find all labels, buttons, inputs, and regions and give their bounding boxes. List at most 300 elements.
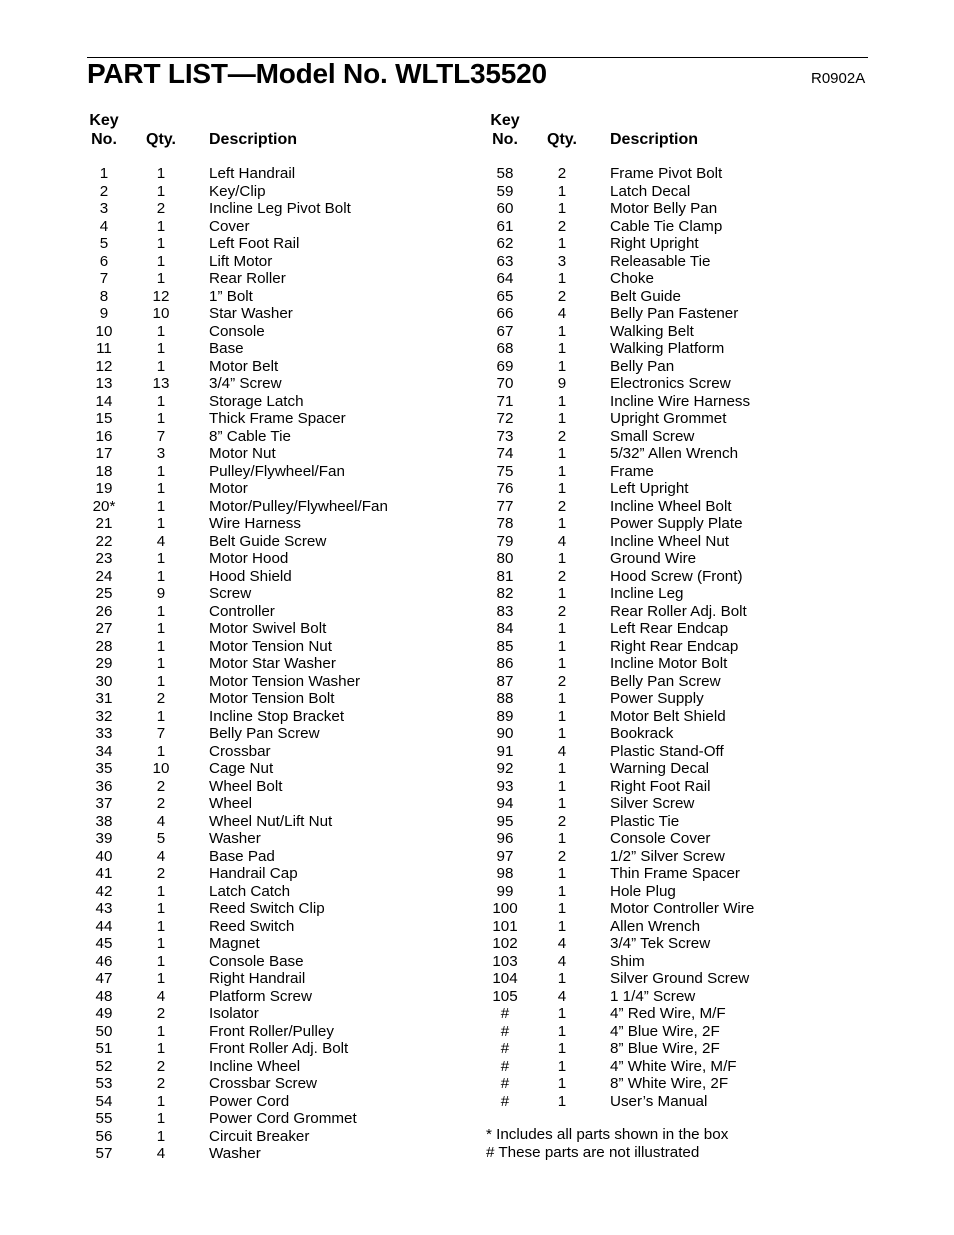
qty-cell: 4 bbox=[557, 305, 567, 322]
key-cell: 14 bbox=[95, 392, 113, 410]
qty-cell: 1 bbox=[156, 235, 166, 252]
qty-cell: 1 bbox=[557, 1092, 567, 1110]
key-cell: 103 bbox=[492, 952, 518, 970]
key-cell: 21 bbox=[95, 515, 113, 532]
qty-cell: 1 bbox=[557, 235, 567, 252]
key-cell: 69 bbox=[496, 357, 514, 375]
description-cell: Reed Switch Clip bbox=[209, 900, 325, 917]
key-cell: 16 bbox=[95, 427, 113, 445]
key-cell: 17 bbox=[95, 445, 113, 462]
description-cell: Motor Belt Shield bbox=[610, 707, 726, 725]
qty-cell: 4 bbox=[156, 812, 166, 830]
qty-cell: 2 bbox=[557, 567, 567, 585]
description-cell: 4” White Wire, M/F bbox=[610, 1057, 737, 1075]
qty-cell: 1 bbox=[156, 935, 166, 952]
qty-cell: 2 bbox=[557, 497, 567, 515]
qty-cell: 5 bbox=[156, 830, 166, 847]
key-header-line1: Key bbox=[89, 112, 119, 129]
key-cell: 24 bbox=[95, 567, 113, 585]
qty-cell: 1 bbox=[557, 690, 567, 707]
qty-cell: 1 bbox=[156, 882, 166, 900]
description-cell: Plastic Tie bbox=[610, 812, 680, 830]
qty-cell: 2 bbox=[156, 200, 166, 217]
qty-cell: 7 bbox=[156, 427, 166, 445]
qty-cell: 2 bbox=[156, 1057, 166, 1075]
qty-cell: 1 bbox=[557, 462, 567, 480]
key-cell: 101 bbox=[492, 917, 518, 935]
qty-cell: 1 bbox=[557, 882, 567, 900]
description-cell: Washer bbox=[209, 1145, 261, 1162]
description-cell: Base Pad bbox=[209, 847, 275, 865]
qty-cell: 1 bbox=[557, 970, 567, 987]
description-cell: Left Upright bbox=[610, 480, 689, 497]
key-cell: 23 bbox=[95, 550, 113, 567]
key-cell: 82 bbox=[496, 585, 514, 602]
key-cell: 47 bbox=[95, 970, 113, 987]
qty-cell: 2 bbox=[156, 690, 166, 707]
description-cell: Hood Shield bbox=[209, 567, 292, 585]
qty-cell: 4 bbox=[557, 742, 567, 760]
key-header-line2: No. bbox=[492, 131, 518, 148]
qty-cell: 1 bbox=[557, 1075, 567, 1092]
qty-cell: 1 bbox=[557, 865, 567, 882]
description-cell: Walking Belt bbox=[610, 322, 694, 340]
qty-cell: 3 bbox=[557, 252, 567, 270]
qty-cell: 4 bbox=[156, 532, 166, 550]
description-cell: Motor Tension Bolt bbox=[209, 690, 335, 707]
key-cell: 60 bbox=[496, 200, 514, 217]
key-cell: 100 bbox=[492, 900, 518, 917]
key-cell: 25 bbox=[95, 585, 113, 602]
key-cell: 8 bbox=[99, 287, 109, 305]
description-cell: Left Rear Endcap bbox=[610, 620, 729, 637]
description-cell: Magnet bbox=[209, 935, 260, 952]
qty-cell: 7 bbox=[156, 725, 166, 742]
qty-cell: 1 bbox=[156, 1022, 166, 1040]
qty-cell: 1 bbox=[557, 392, 567, 410]
qty-cell: 1 bbox=[557, 1040, 567, 1057]
qty-cell: 1 bbox=[156, 357, 166, 375]
key-cell: 96 bbox=[496, 830, 514, 847]
qty-cell: 4 bbox=[557, 532, 567, 550]
description-cell: Ground Wire bbox=[610, 550, 697, 567]
key-cell: 33 bbox=[95, 725, 113, 742]
description-cell: Motor Tension Nut bbox=[209, 637, 332, 655]
description-cell: Incline Wheel bbox=[209, 1057, 301, 1075]
key-cell: 31 bbox=[95, 690, 113, 707]
description-cell: Wire Harness bbox=[209, 515, 301, 532]
description-cell: Lift Motor bbox=[209, 252, 273, 270]
description-cell: Crossbar bbox=[209, 742, 271, 760]
description-cell: Belly Pan Fastener bbox=[610, 305, 739, 322]
key-cell: 64 bbox=[496, 270, 514, 287]
description-cell: Choke bbox=[610, 270, 654, 287]
key-cell: 90 bbox=[496, 725, 514, 742]
description-cell: Belt Guide bbox=[610, 287, 681, 305]
key-cell: 40 bbox=[95, 847, 113, 865]
key-cell: 79 bbox=[496, 532, 514, 550]
key-header-line1: Key bbox=[490, 112, 520, 129]
key-cell: 67 bbox=[496, 322, 514, 340]
key-cell: 86 bbox=[496, 655, 514, 672]
key-cell: 26 bbox=[95, 602, 113, 620]
description-cell: Belt Guide Screw bbox=[209, 532, 327, 550]
description-cell: Circuit Breaker bbox=[209, 1127, 310, 1145]
key-cell: 30 bbox=[95, 672, 113, 690]
page-title: PART LIST—Model No. WLTL35520 bbox=[87, 58, 547, 89]
key-cell: 44 bbox=[95, 917, 113, 935]
qty-cell: 1 bbox=[557, 900, 567, 917]
description-cell: Front Roller/Pulley bbox=[209, 1022, 334, 1040]
qty-cell: 2 bbox=[156, 865, 166, 882]
qty-cell: 1 bbox=[156, 742, 166, 760]
description-cell: Motor Hood bbox=[209, 550, 289, 567]
description-cell: Latch Catch bbox=[209, 882, 291, 900]
key-cell: 89 bbox=[496, 707, 514, 725]
description-cell: User’s Manual bbox=[610, 1092, 708, 1110]
key-cell: 68 bbox=[496, 340, 514, 357]
qty-cell: 1 bbox=[156, 392, 166, 410]
key-cell: 9 bbox=[99, 305, 109, 322]
description-cell: Motor Star Washer bbox=[209, 655, 336, 672]
key-cell: 37 bbox=[95, 795, 113, 812]
qty-cell: 1 bbox=[156, 655, 166, 672]
description-cell: Base bbox=[209, 340, 244, 357]
key-cell: # bbox=[500, 1040, 510, 1057]
key-cell: 10 bbox=[95, 322, 113, 340]
description-cell: Incline Stop Bracket bbox=[209, 707, 345, 725]
qty-cell: 1 bbox=[557, 707, 567, 725]
qty-cell: 10 bbox=[152, 760, 170, 777]
qty-cell: 2 bbox=[557, 217, 567, 235]
description-cell: Pulley/Flywheel/Fan bbox=[209, 462, 345, 480]
qty-cell: 2 bbox=[156, 1075, 166, 1092]
key-cell: 52 bbox=[95, 1057, 113, 1075]
qty-cell: 1 bbox=[156, 165, 166, 182]
description-cell: Bookrack bbox=[610, 725, 674, 742]
key-cell: 20* bbox=[92, 497, 116, 515]
qty-cell: 1 bbox=[557, 270, 567, 287]
description-cell: Motor Belly Pan bbox=[610, 200, 718, 217]
key-cell: 39 bbox=[95, 830, 113, 847]
description-cell: Cover bbox=[209, 217, 250, 235]
description-cell: Frame bbox=[610, 462, 654, 480]
qty-cell: 1 bbox=[557, 322, 567, 340]
description-cell: Console Cover bbox=[610, 830, 711, 847]
qty-cell: 1 bbox=[557, 445, 567, 462]
description-cell: Walking Platform bbox=[610, 340, 725, 357]
description-cell: 4” Blue Wire, 2F bbox=[610, 1022, 720, 1040]
description-cell: 8” Cable Tie bbox=[209, 427, 291, 445]
qty-header: Qty. bbox=[547, 131, 577, 148]
description-cell: Power Supply bbox=[610, 690, 704, 707]
key-cell: 27 bbox=[95, 620, 113, 637]
key-cell: 53 bbox=[95, 1075, 113, 1092]
key-cell: 84 bbox=[496, 620, 514, 637]
key-cell: 104 bbox=[492, 970, 518, 987]
description-cell: Right Rear Endcap bbox=[610, 637, 739, 655]
qty-cell: 2 bbox=[557, 812, 567, 830]
key-cell: 15 bbox=[95, 410, 113, 427]
description-cell: Belly Pan bbox=[610, 357, 675, 375]
qty-cell: 1 bbox=[557, 655, 567, 672]
key-cell: 97 bbox=[496, 847, 514, 865]
description-header: Description bbox=[610, 131, 699, 148]
description-cell: Plastic Stand-Off bbox=[610, 742, 724, 760]
qty-cell: 2 bbox=[557, 672, 567, 690]
key-cell: # bbox=[500, 1057, 510, 1075]
description-cell: 3/4” Tek Screw bbox=[610, 935, 711, 952]
key-cell: 76 bbox=[496, 480, 514, 497]
key-cell: 11 bbox=[96, 340, 112, 357]
key-cell: # bbox=[500, 1092, 510, 1110]
qty-cell: 2 bbox=[156, 795, 166, 812]
description-cell: Cable Tie Clamp bbox=[610, 217, 723, 235]
qty-cell: 9 bbox=[557, 375, 567, 392]
description-cell: Belly Pan Screw bbox=[610, 672, 721, 690]
key-cell: 71 bbox=[496, 392, 514, 410]
qty-cell: 1 bbox=[156, 515, 166, 532]
description-cell: 8” White Wire, 2F bbox=[610, 1075, 729, 1092]
key-cell: # bbox=[500, 1022, 510, 1040]
qty-cell: 1 bbox=[557, 515, 567, 532]
description-cell: Right Foot Rail bbox=[610, 777, 711, 795]
key-cell: 22 bbox=[95, 532, 113, 550]
qty-cell: 2 bbox=[557, 602, 567, 620]
key-cell: 72 bbox=[496, 410, 514, 427]
description-cell: Allen Wrench bbox=[610, 917, 701, 935]
key-header-line2: No. bbox=[91, 131, 117, 148]
key-cell: 95 bbox=[496, 812, 514, 830]
qty-cell: 4 bbox=[557, 987, 567, 1005]
key-cell: 66 bbox=[496, 305, 514, 322]
description-cell: Thin Frame Spacer bbox=[610, 865, 740, 882]
key-cell: 94 bbox=[496, 795, 514, 812]
description-cell: Silver Ground Screw bbox=[610, 970, 750, 987]
qty-cell: 1 bbox=[557, 917, 567, 935]
key-cell: 12 bbox=[95, 357, 113, 375]
key-cell: 98 bbox=[496, 865, 514, 882]
key-cell: 81 bbox=[496, 567, 514, 585]
qty-cell: 1 bbox=[156, 550, 166, 567]
description-cell: Handrail Cap bbox=[209, 865, 298, 882]
description-cell: Reed Switch bbox=[209, 917, 295, 935]
qty-cell: 1 bbox=[156, 217, 166, 235]
qty-cell: 1 bbox=[156, 1127, 166, 1145]
description-cell: Wheel Bolt bbox=[209, 777, 283, 795]
qty-cell: 1 bbox=[557, 357, 567, 375]
key-cell: 78 bbox=[496, 515, 514, 532]
description-cell: Warning Decal bbox=[610, 760, 710, 777]
qty-cell: 9 bbox=[156, 585, 166, 602]
key-cell: 77 bbox=[496, 497, 514, 515]
qty-cell: 1 bbox=[557, 777, 567, 795]
key-cell: 6 bbox=[99, 252, 109, 270]
key-cell: 70 bbox=[496, 375, 514, 392]
qty-cell: 4 bbox=[156, 1145, 166, 1162]
key-cell: # bbox=[500, 1005, 510, 1022]
description-cell: Wheel Nut/Lift Nut bbox=[209, 812, 333, 830]
description-cell: Screw bbox=[209, 585, 252, 602]
description-cell: 8” Blue Wire, 2F bbox=[610, 1040, 720, 1057]
qty-cell: 1 bbox=[557, 725, 567, 742]
key-cell: 51 bbox=[95, 1040, 113, 1057]
qty-cell: 4 bbox=[156, 987, 166, 1005]
description-cell: 3/4” Screw bbox=[209, 375, 282, 392]
qty-cell: 1 bbox=[557, 795, 567, 812]
key-cell: 35 bbox=[95, 760, 113, 777]
description-cell: Washer bbox=[209, 830, 261, 847]
description-cell: Electronics Screw bbox=[610, 375, 731, 392]
description-cell: Left Foot Rail bbox=[209, 235, 300, 252]
qty-cell: 1 bbox=[156, 480, 166, 497]
qty-cell: 1 bbox=[156, 1040, 166, 1057]
key-cell: 65 bbox=[496, 287, 514, 305]
description-cell: Right Upright bbox=[610, 235, 699, 252]
qty-cell: 1 bbox=[156, 952, 166, 970]
key-cell: 75 bbox=[496, 462, 514, 480]
qty-cell: 2 bbox=[156, 1005, 166, 1022]
description-header: Description bbox=[209, 131, 298, 148]
qty-cell: 2 bbox=[557, 287, 567, 305]
description-cell: Isolator bbox=[209, 1005, 259, 1022]
key-cell: 55 bbox=[95, 1110, 113, 1127]
qty-cell: 1 bbox=[156, 620, 166, 637]
description-cell: Incline Leg Pivot Bolt bbox=[209, 200, 351, 217]
qty-cell: 1 bbox=[156, 1110, 166, 1127]
key-cell: 102 bbox=[492, 935, 518, 952]
description-cell: Power Supply Plate bbox=[610, 515, 743, 532]
key-cell: 54 bbox=[95, 1092, 113, 1110]
description-cell: Cage Nut bbox=[209, 760, 274, 777]
key-cell: 87 bbox=[496, 672, 514, 690]
qty-cell: 1 bbox=[156, 497, 166, 515]
key-cell: 2 bbox=[99, 182, 109, 200]
description-cell: Console Base bbox=[209, 952, 304, 970]
key-cell: 45 bbox=[95, 935, 113, 952]
qty-cell: 1 bbox=[156, 322, 166, 340]
description-cell: Incline Leg bbox=[610, 585, 684, 602]
footnote-not-illustrated: # These parts are not illustrated bbox=[486, 1144, 700, 1161]
key-cell: 59 bbox=[496, 182, 514, 200]
key-cell: 85 bbox=[496, 637, 514, 655]
key-cell: 18 bbox=[95, 462, 113, 480]
key-cell: 41 bbox=[95, 865, 113, 882]
qty-cell: 10 bbox=[152, 305, 170, 322]
qty-cell: 13 bbox=[152, 375, 170, 392]
key-cell: 105 bbox=[492, 987, 518, 1005]
qty-cell: 1 bbox=[557, 760, 567, 777]
key-cell: 58 bbox=[496, 165, 514, 182]
qty-cell: 1 bbox=[557, 1057, 567, 1075]
key-cell: 34 bbox=[95, 742, 113, 760]
key-cell: 80 bbox=[496, 550, 514, 567]
qty-cell: 2 bbox=[557, 165, 567, 182]
qty-cell: 1 bbox=[557, 585, 567, 602]
description-cell: Small Screw bbox=[610, 427, 695, 445]
description-cell: Incline Wheel Bolt bbox=[610, 497, 732, 515]
description-cell: 5/32” Allen Wrench bbox=[610, 445, 739, 462]
qty-cell: 1 bbox=[557, 200, 567, 217]
qty-cell: 1 bbox=[156, 567, 166, 585]
qty-cell: 1 bbox=[557, 830, 567, 847]
description-cell: Power Cord bbox=[209, 1092, 290, 1110]
key-cell: 42 bbox=[95, 882, 113, 900]
qty-cell: 1 bbox=[156, 900, 166, 917]
description-cell: Hole Plug bbox=[610, 882, 676, 900]
key-cell: 7 bbox=[99, 270, 109, 287]
qty-cell: 1 bbox=[156, 672, 166, 690]
qty-cell: 1 bbox=[557, 1022, 567, 1040]
qty-cell: 1 bbox=[557, 550, 567, 567]
description-cell: Console bbox=[209, 322, 265, 340]
key-cell: 56 bbox=[95, 1127, 113, 1145]
qty-cell: 2 bbox=[557, 847, 567, 865]
description-cell: Frame Pivot Bolt bbox=[610, 165, 723, 182]
qty-cell: 1 bbox=[557, 620, 567, 637]
qty-cell: 1 bbox=[557, 410, 567, 427]
footnotes bbox=[486, 1126, 728, 1162]
key-cell: 61 bbox=[496, 217, 514, 235]
description-cell: Motor Tension Washer bbox=[209, 672, 361, 690]
description-cell: Controller bbox=[209, 602, 275, 620]
description-cell: Upright Grommet bbox=[610, 410, 727, 427]
description-cell: Motor Nut bbox=[209, 445, 276, 462]
description-cell: Star Washer bbox=[209, 305, 293, 322]
document-code: R0902A bbox=[811, 70, 866, 87]
description-cell: Incline Wheel Nut bbox=[610, 532, 730, 550]
key-cell: 43 bbox=[95, 900, 113, 917]
key-cell: 62 bbox=[496, 235, 514, 252]
key-cell: 38 bbox=[95, 812, 113, 830]
description-cell: Motor Swivel Bolt bbox=[209, 620, 327, 637]
footnote-included: * Includes all parts shown in the box bbox=[486, 1126, 729, 1143]
qty-cell: 2 bbox=[557, 427, 567, 445]
description-cell: Power Cord Grommet bbox=[209, 1110, 357, 1127]
description-cell: 1 1/4” Screw bbox=[610, 987, 696, 1005]
qty-cell: 4 bbox=[557, 952, 567, 970]
description-cell: Front Roller Adj. Bolt bbox=[209, 1040, 349, 1057]
description-cell: Hood Screw (Front) bbox=[610, 567, 743, 585]
description-cell: Wheel bbox=[209, 795, 253, 812]
key-cell: 3 bbox=[99, 200, 109, 217]
description-cell: Rear Roller bbox=[209, 270, 286, 287]
qty-cell: 3 bbox=[156, 445, 166, 462]
description-cell: Thick Frame Spacer bbox=[209, 410, 346, 427]
description-cell: Motor Controller Wire bbox=[610, 900, 755, 917]
key-cell: 4 bbox=[99, 217, 109, 235]
qty-cell: 4 bbox=[557, 935, 567, 952]
description-cell: 1” Bolt bbox=[209, 287, 253, 305]
description-cell: 1/2” Silver Screw bbox=[610, 847, 725, 865]
qty-cell: 1 bbox=[156, 410, 166, 427]
qty-cell: 1 bbox=[557, 340, 567, 357]
key-cell: # bbox=[500, 1075, 510, 1092]
qty-cell: 1 bbox=[156, 462, 166, 480]
description-cell: Storage Latch bbox=[209, 392, 304, 410]
description-cell: Rear Roller Adj. Bolt bbox=[610, 602, 747, 620]
key-cell: 19 bbox=[95, 480, 113, 497]
qty-cell: 1 bbox=[156, 1092, 166, 1110]
description-cell: Incline Wire Harness bbox=[610, 392, 751, 410]
key-cell: 48 bbox=[95, 987, 113, 1005]
key-cell: 49 bbox=[95, 1005, 113, 1022]
description-cell: Motor Belt bbox=[209, 357, 279, 375]
key-cell: 91 bbox=[496, 742, 514, 760]
qty-cell: 1 bbox=[156, 637, 166, 655]
qty-cell: 1 bbox=[557, 637, 567, 655]
description-cell: Incline Motor Bolt bbox=[610, 655, 728, 672]
